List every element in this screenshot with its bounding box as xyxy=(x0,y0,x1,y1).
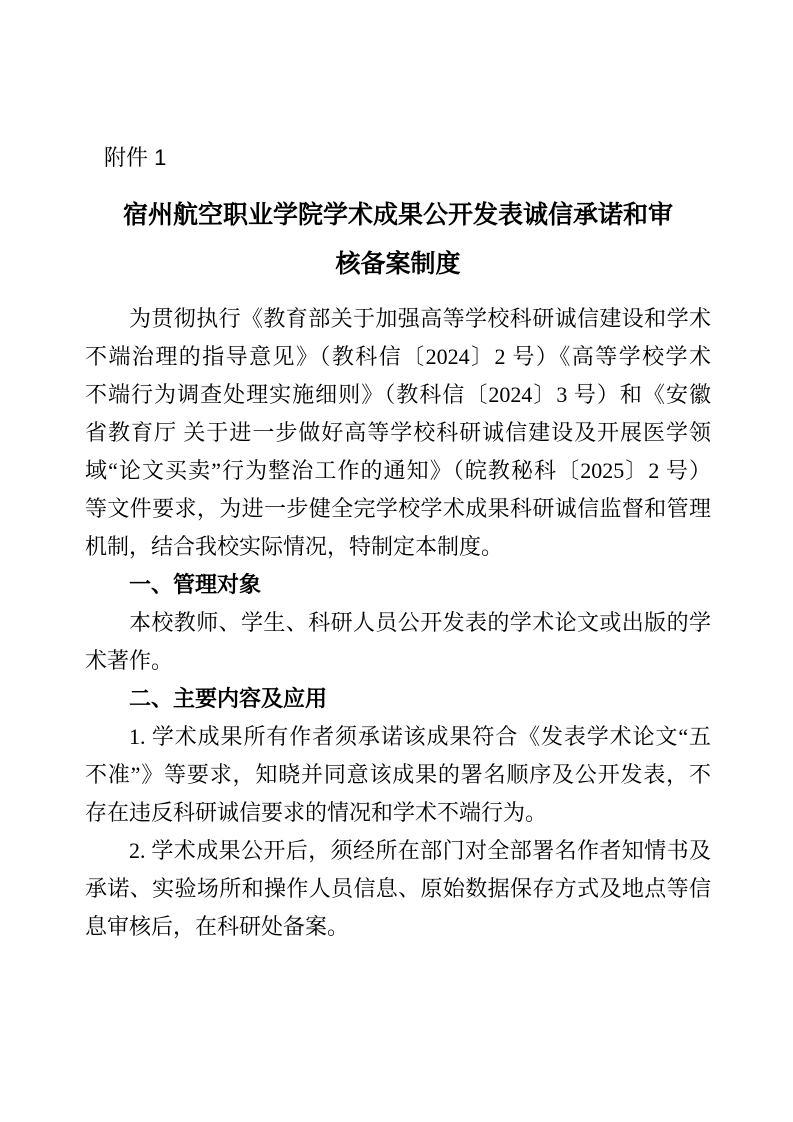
text-line: 域“论文买卖”行为整治工作的通知》（皖教秘科〔2025〕2 号） xyxy=(85,458,711,483)
text-line: 2. 学术成果公开后，须经所在部门对全部署名作者知情书及 xyxy=(129,838,711,863)
text-line: 不准”》等要求，知晓并同意该成果的署名顺序及公开发表，不 xyxy=(85,762,711,787)
text-line: 为贯彻执行《教育部关于加强高等学校科研诚信建设和学术 xyxy=(129,306,711,331)
text-line: 存在违反科研诚信要求的情况和学术不端行为。 xyxy=(85,800,548,825)
document-title xyxy=(85,191,711,289)
paragraph-item-2 xyxy=(85,832,711,946)
document-body xyxy=(85,300,711,946)
paragraph-scope xyxy=(85,604,711,680)
text-line: 等文件要求，为进一步健全完学校学术成果科研诚信监督和管理 xyxy=(85,496,711,521)
text-line: 承诺、实验场所和操作人员信息、原始数据保存方式及地点等信 xyxy=(85,876,711,901)
text-line: 息审核后，在科研处备案。 xyxy=(85,914,350,939)
section-heading-2: 二、主要内容及应用 xyxy=(129,686,328,711)
attachment-label: 附件 1 xyxy=(104,145,167,170)
text-line: 省教育厅 关于进一步做好高等学校科研诚信建设及开展医学领 xyxy=(85,420,711,445)
text-line: 机制，结合我校实际情况，特制定本制度。 xyxy=(85,534,504,559)
text-line: 1. 学术成果所有作者须承诺该成果符合《发表学术论文“五 xyxy=(129,724,711,749)
document-title-line-2: 核备案制度 xyxy=(335,250,461,278)
document-title-line-1: 宿州航空职业学院学术成果公开发表诚信承诺和审 xyxy=(122,201,673,229)
text-line: 不端治理的指导意见》（教科信〔2024〕2 号）《高等学校学术 xyxy=(85,344,711,369)
text-line: 术著作。 xyxy=(85,648,174,673)
section-heading-1: 一、管理对象 xyxy=(129,572,262,597)
paragraph-item-1 xyxy=(85,718,711,832)
paragraph-intro xyxy=(85,300,711,566)
text-line: 不端行为调查处理实施细则》（教科信〔2024〕3 号）和《安徽 xyxy=(85,382,711,407)
text-line: 本校教师、学生、科研人员公开发表的学术论文或出版的学 xyxy=(129,610,711,635)
